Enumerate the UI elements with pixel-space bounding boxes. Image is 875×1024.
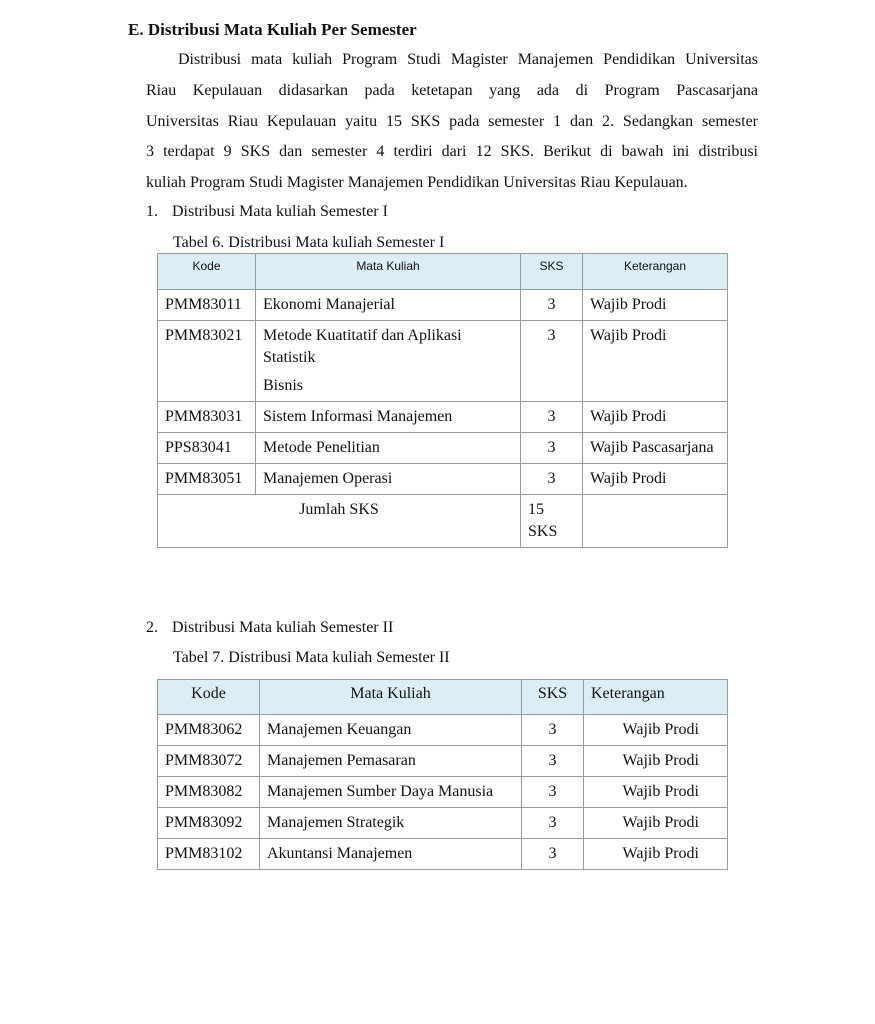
cell-kode: PMM83011	[158, 290, 256, 321]
cell-keterangan: Wajib Prodi	[584, 715, 728, 746]
total-label: Jumlah SKS	[158, 495, 521, 548]
cell-mata-kuliah: Manajemen Pemasaran	[260, 746, 522, 777]
cell-sks: 3	[521, 433, 583, 464]
table-header-row	[158, 680, 728, 715]
header-mata-kuliah: Mata Kuliah	[256, 254, 521, 290]
cell-sks: 3	[521, 290, 583, 321]
header-keterangan: Keterangan	[583, 254, 728, 290]
intro-paragraph	[146, 45, 758, 199]
cell-mata-kuliah: Manajemen Operasi	[256, 464, 521, 495]
header-sks: SKS	[522, 680, 584, 715]
cell-kode: PMM83092	[158, 808, 260, 839]
cell-mata-kuliah: Metode Penelitian	[256, 433, 521, 464]
header-mata-kuliah: Mata Kuliah	[260, 680, 522, 715]
table-row	[158, 715, 728, 746]
total-value	[521, 495, 583, 548]
cell-kode: PMM83102	[158, 839, 260, 870]
header-kode: Kode	[158, 680, 260, 715]
table-header-row	[158, 254, 728, 290]
cell-mata-kuliah	[256, 321, 521, 402]
semester-1-table	[157, 253, 728, 548]
cell-mata-kuliah: Sistem Informasi Manajemen	[256, 402, 521, 433]
table-row	[158, 433, 728, 464]
table-row	[158, 746, 728, 777]
cell-sks: 3	[521, 402, 583, 433]
table-row	[158, 777, 728, 808]
cell-kode: PMM83072	[158, 746, 260, 777]
list-item-semester-1	[146, 203, 388, 221]
table-row	[158, 464, 728, 495]
table-row	[158, 808, 728, 839]
header-kode: Kode	[158, 254, 256, 290]
cell-keterangan: Wajib Prodi	[584, 746, 728, 777]
list-number: 2.	[146, 619, 158, 636]
semester-2-table	[157, 679, 728, 870]
cell-keterangan: Wajib Prodi	[583, 290, 728, 321]
table-6-caption: Tabel 6. Distribusi Mata kuliah Semester I	[173, 234, 445, 251]
list-item-title: Distribusi Mata kuliah Semester I	[172, 203, 388, 220]
cell-kode: PMM83031	[158, 402, 256, 433]
cell-sks: 3	[522, 808, 584, 839]
cell-sks: 3	[521, 464, 583, 495]
cell-mata-kuliah: Ekonomi Manajerial	[256, 290, 521, 321]
cell-mata-kuliah: Manajemen Keuangan	[260, 715, 522, 746]
table-row	[158, 839, 728, 870]
cell-kode: PMM83062	[158, 715, 260, 746]
paragraph-line: Universitas Riau Kepulauan yaitu 15 SKS pada semester 1 dan 2. Sedangkan semester	[146, 112, 758, 130]
list-item-title: Distribusi Mata kuliah Semester II	[172, 619, 394, 636]
total-value-text: 15 SKS	[528, 501, 558, 540]
cell-mata-kuliah: Akuntansi Manajemen	[260, 839, 522, 870]
cell-mata-kuliah: Manajemen Sumber Daya Manusia	[260, 777, 522, 808]
table-row	[158, 321, 728, 402]
cell-keterangan: Wajib Prodi	[584, 839, 728, 870]
cell-kode: PPS83041	[158, 433, 256, 464]
cell-kode: PMM83051	[158, 464, 256, 495]
paragraph-line: 3 terdapat 9 SKS dan semester 4 terdiri dari 12 SKS. Berikut di bawah ini distribusi	[146, 143, 758, 161]
cell-keterangan: Wajib Prodi	[583, 464, 728, 495]
cell-mata-kuliah-extra: Bisnis	[263, 377, 304, 394]
cell-mata-kuliah: Manajemen Strategik	[260, 808, 522, 839]
table-total-row	[158, 495, 728, 548]
table-row	[158, 402, 728, 433]
paragraph-line: Riau Kepulauan didasarkan pada ketetapan yang ada di Program Pascasarjana	[146, 81, 758, 99]
paragraph-line: kuliah Program Studi Magister Manajemen Pendidikan Universitas Riau Kepulauan.	[146, 174, 688, 192]
cell-sks: 3	[522, 839, 584, 870]
cell-kode: PMM83021	[158, 321, 256, 402]
table-7-caption: Tabel 7. Distribusi Mata kuliah Semester II	[173, 649, 450, 666]
cell-keterangan: Wajib Prodi	[584, 808, 728, 839]
cell-sks: 3	[522, 715, 584, 746]
cell-keterangan: Wajib Prodi	[584, 777, 728, 808]
table-row	[158, 290, 728, 321]
section-heading: E. Distribusi Mata Kuliah Per Semester	[128, 20, 417, 39]
total-empty-cell	[583, 495, 728, 548]
cell-sks: 3	[522, 746, 584, 777]
list-item-semester-2	[146, 619, 393, 637]
list-number: 1.	[146, 203, 158, 220]
cell-kode: PMM83082	[158, 777, 260, 808]
cell-keterangan: Wajib Prodi	[583, 402, 728, 433]
cell-sks: 3	[522, 777, 584, 808]
paragraph-line: Distribusi mata kuliah Program Studi Magister Manajemen Pendidikan Universitas	[178, 51, 758, 68]
cell-keterangan: Wajib Pascasarjana	[583, 433, 728, 464]
cell-keterangan: Wajib Prodi	[583, 321, 728, 402]
header-keterangan: Keterangan	[584, 680, 728, 715]
header-sks: SKS	[521, 254, 583, 290]
cell-mata-kuliah-text: Metode Kuatitatif dan Aplikasi Statistik	[263, 327, 462, 366]
cell-sks: 3	[521, 321, 583, 402]
